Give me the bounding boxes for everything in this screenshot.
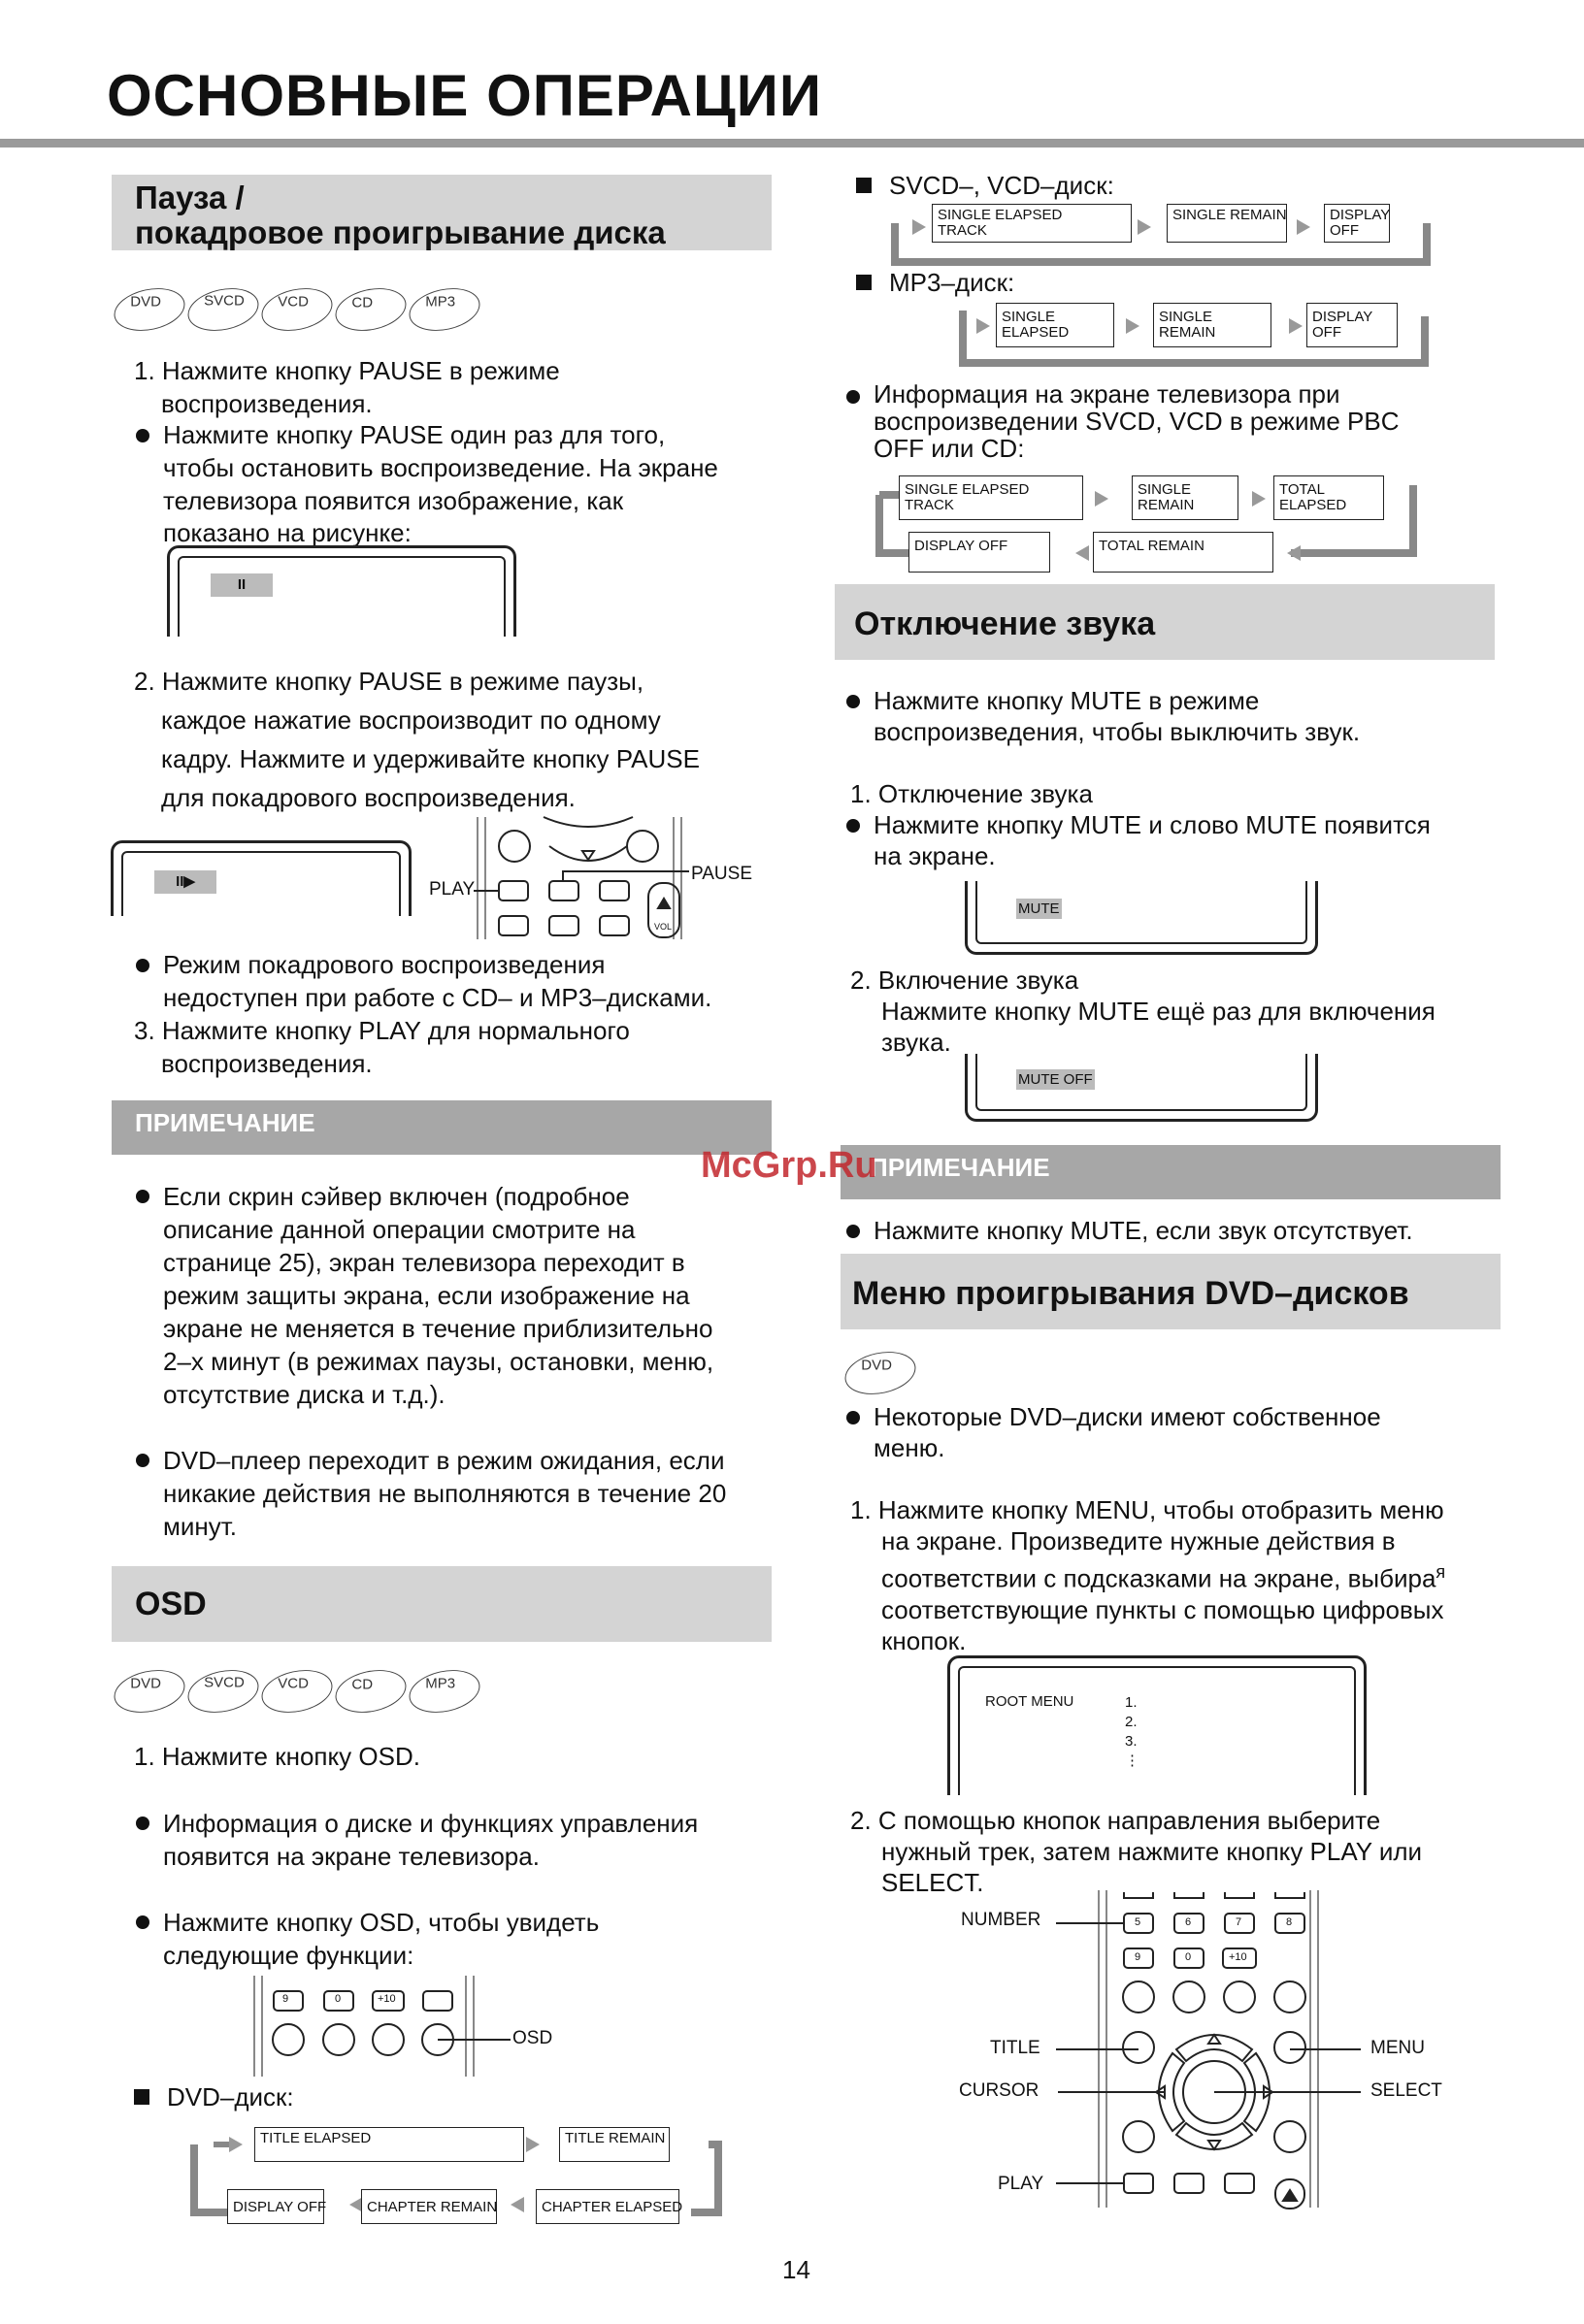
menu-step1: 1. Нажмите кнопку MENU, чтобы отобразить меню на экране. Произведите нужные действия в соответствии с подсказками на экране, выбира$^я$ соответствующие пункты с помощью цифровых кнопок. [850, 1495, 1446, 1655]
menu-heading: Меню проигрывания DVD–дисков [841, 1254, 1501, 1329]
pbc-flow-display-off: DISPLAY OFF [908, 532, 1050, 573]
key-6: 6 [1185, 1916, 1192, 1928]
key-5: 5 [1135, 1916, 1141, 1928]
osd-bullet1: Информация о диске и функциях управления появится на экране телевизора. [134, 1807, 698, 1873]
mute-step2: 2. Включение звука Нажмите кнопку MUTE ещё раз для включения звука. [850, 966, 1436, 1057]
mute-bullet1: Нажмите кнопку MUTE в режиме воспроизведения, чтобы выключить звук. [844, 685, 1360, 747]
remote-play-label: PLAY [998, 2174, 1044, 2194]
flow-chapter-elapsed: CHAPTER ELAPSED [536, 2189, 679, 2224]
remote-osd-label: OSD [512, 2028, 553, 2048]
watermark: McGrp.Ru [701, 1145, 877, 1186]
mute-heading: Отключение звука [835, 584, 1495, 660]
disc-mp3-icon: MP3 [405, 1664, 483, 1718]
pbc-flow-single-remain: SINGLE REMAIN [1132, 475, 1238, 520]
note1-heading: ПРИМЕЧАНИЕ [112, 1100, 772, 1155]
pause-heading-line2: покадровое проигрывание диска [135, 214, 666, 250]
svcd-disc-label: SVCD–, VCD–диск: [856, 171, 1114, 201]
remote-pause-label: PAUSE [691, 864, 753, 884]
remote-cursor-label: CURSOR [959, 2080, 1040, 2101]
pause-bullet2: Режим покадрового воспроизведения недоступен при работе с CD– и MP3–дисками. [134, 949, 711, 1015]
disc-vcd-icon: VCD [257, 282, 336, 337]
note2-heading: ПРИМЕЧАНИЕ [841, 1145, 1501, 1199]
remote-title-label: TITLE [990, 2038, 1040, 2058]
pbc-flow-total-elapsed: TOTAL ELAPSED [1273, 475, 1384, 520]
key-0: 0 [335, 1993, 342, 2005]
key-9: 9 [282, 1993, 289, 2005]
mp3-flow-single-elapsed: SINGLE ELAPSED [996, 303, 1114, 347]
key-plus10: +10 [378, 1993, 396, 2005]
root-menu-label: ROOT MENU [985, 1693, 1074, 1710]
key-7: 7 [1236, 1916, 1242, 1928]
note1-bullet2: DVD–плеер переходит в режим ожидания, если никакие действия не выполняются в течение 20 минут. [134, 1444, 726, 1543]
mute-off-osd-text: MUTE OFF [1018, 1071, 1093, 1088]
svcd-flow-single-remain: SINGLE REMAIN [1167, 204, 1287, 243]
flow-display-off: DISPLAY OFF [227, 2189, 324, 2224]
pause-step1: 1. Нажмите кнопку PAUSE в режиме воспроизведения. [134, 356, 560, 418]
mute-osd-text: MUTE [1018, 900, 1060, 917]
disc-dvd-icon: DVD [110, 282, 188, 337]
tv-mute-off-screen [965, 1054, 1318, 1122]
pause-step2: 2. Нажмите кнопку PAUSE в режиме паузы, каждое нажатие воспроизводит по одному кадру. Нажмите и удерживайте кнопку PAUSE для покадрового воспроизведения. [134, 667, 700, 812]
note2-bullet: Нажмите кнопку MUTE, если звук отсутствует. [844, 1215, 1413, 1248]
key-9: 9 [1135, 1951, 1141, 1963]
pause-step3: 3. Нажмите кнопку PLAY для нормального воспроизведения. [134, 1016, 630, 1078]
mp3-flow-display-off: DISPLAY OFF [1306, 303, 1398, 347]
dvd-disc-label: DVD–диск: [134, 2082, 294, 2112]
pbc-bullet: Информация на экране телевизора при воспроизведении SVCD, VCD в режиме PBC OFF или CD: [844, 380, 1400, 462]
key-0: 0 [1185, 1951, 1192, 1963]
disc-svcd-icon: SVCD [183, 1664, 262, 1718]
svcd-flow-display-off: DISPLAY OFF [1324, 204, 1390, 243]
mute-step1: 1. Отключение звука [850, 779, 1093, 808]
note1-bullet1: Если скрин сэйвер включен (подробное описание данной операции смотрите на странице 25), экран телевизора переходит в режим защиты экрана, если изображение на экране не меняется в течение приблизительно 2–х минут (в режимах паузы, остановки, меню, отсутствие диска и т.д.). [134, 1180, 713, 1411]
remote-select-label: SELECT [1370, 2080, 1442, 2101]
pbc-flow-single-elapsed-track: SINGLE ELAPSED TRACK [899, 475, 1083, 520]
page-title: ОСНОВНЫЕ ОПЕРАЦИИ [107, 63, 823, 128]
flow-chapter-remain: CHAPTER REMAIN [361, 2189, 497, 2224]
svcd-flow-single-elapsed-track: SINGLE ELAPSED TRACK [932, 204, 1132, 243]
menu-step2: 2. С помощью кнопок направления выберите нужный трек, затем нажмите кнопку PLAY или SELECT. [850, 1806, 1423, 1897]
disc-cd-icon: CD [331, 1664, 410, 1718]
remote-play-label: PLAY [429, 879, 476, 900]
flow-title-elapsed: TITLE ELAPSED [254, 2127, 524, 2162]
mp3-flow-single-remain: SINGLE REMAIN [1153, 303, 1271, 347]
disc-dvd-icon: DVD [841, 1346, 919, 1400]
mp3-disc-label: MP3–диск: [856, 268, 1014, 298]
pause-heading-line1: Пауза / [135, 180, 245, 215]
pause-bullet1: Нажмите кнопку PAUSE один раз для того, чтобы остановить воспроизведение. На экране телевизора появится изображение, как показано на рисунке: [134, 419, 718, 550]
disc-svcd-icon: SVCD [183, 282, 262, 337]
disc-cd-icon: CD [331, 282, 410, 337]
tv-mute-screen [965, 881, 1318, 955]
key-plus10: +10 [1229, 1951, 1247, 1963]
menu-bullet: Некоторые DVD–диски имеют собственное меню. [844, 1401, 1381, 1463]
page-number: 14 [782, 2255, 810, 2284]
remote-number-label: NUMBER [961, 1910, 1041, 1930]
osd-bullet2: Нажмите кнопку OSD, чтобы увидеть следующие функции: [134, 1906, 599, 1972]
remote-menu-fragment [1056, 1890, 1361, 2209]
osd-heading: OSD [112, 1566, 772, 1642]
remote-menu-label: MENU [1370, 2038, 1425, 2058]
remote-osd-fragment [254, 1976, 511, 2077]
disc-mp3-icon: MP3 [405, 282, 483, 337]
flow-title-remain: TITLE REMAIN [559, 2127, 670, 2162]
disc-dvd-icon: DVD [110, 1664, 188, 1718]
step-icon: II▶ [154, 870, 216, 894]
pause-icon: II [211, 573, 273, 597]
disc-vcd-icon: VCD [257, 1664, 336, 1718]
root-menu-items: 1. 2. 3. ⋮ [1125, 1694, 1139, 1769]
remote-vol-label: VOL [654, 922, 673, 932]
pbc-flow-total-remain: TOTAL REMAIN [1093, 532, 1273, 573]
osd-step1: 1. Нажмите кнопку OSD. [134, 1742, 420, 1771]
mute-bullet2: Нажмите кнопку MUTE и слово MUTE появится на экране. [844, 809, 1431, 871]
key-8: 8 [1286, 1916, 1293, 1928]
tv-root-menu-screen [947, 1655, 1367, 1795]
